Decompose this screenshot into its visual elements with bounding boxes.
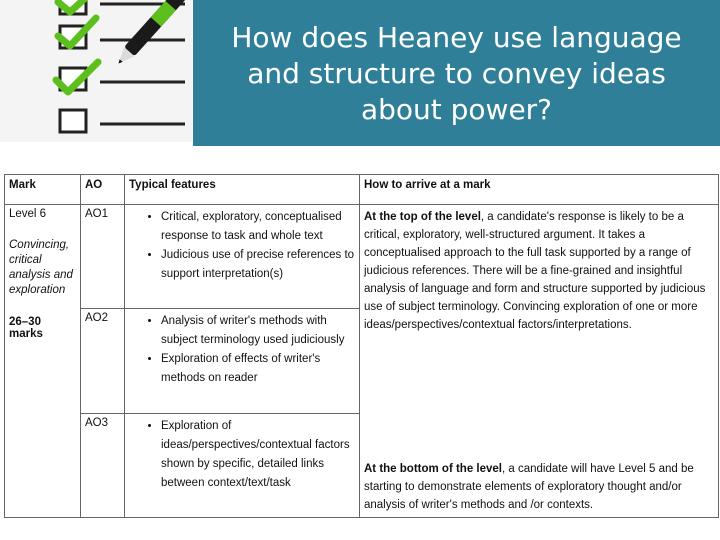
header-mark: Mark [5, 175, 81, 205]
table-header-row [5, 175, 719, 205]
features-cell [125, 205, 360, 309]
page-title: How does Heaney use language and structure to convey ideas about power? [231, 21, 682, 126]
features-cell [125, 309, 360, 413]
bottom-of-level-body: , a candidate will have Level 5 and be starting to demonstrate elements of exploratory thought and/or analysis of writer's methods and /or contexts. [364, 463, 694, 511]
level-description: Convincing, critical analysis and exploration [9, 239, 73, 296]
ao-cell: AO2 [81, 309, 125, 413]
checklist-illustration [0, 0, 192, 142]
level-name: Level 6 [9, 208, 47, 220]
header-how-to-arrive: How to arrive at a mark [360, 175, 719, 205]
checklist-icon [0, 0, 192, 142]
feature-item: • Exploration of effects of writer's methods on reader [161, 350, 355, 388]
feature-item: • Analysis of writer's methods with subject terminology used judiciously [161, 312, 355, 350]
level-cell [5, 205, 81, 518]
top-of-level-lead: At the top of the level [364, 211, 481, 223]
bottom-of-level-lead: At the bottom of the level [364, 463, 502, 475]
header-ao: AO [81, 175, 125, 205]
feature-item: • Judicious use of precise references to support interpretation(s) [161, 246, 355, 284]
ao-cell: AO3 [81, 413, 125, 517]
arrive-cell [360, 205, 719, 518]
ao-cell: AO1 [81, 205, 125, 309]
top-of-level-text [364, 208, 714, 334]
title-banner [193, 0, 720, 146]
level-marks: 26–30 marks [9, 316, 43, 340]
header-typical-features: Typical features [125, 175, 360, 205]
mark-scheme-table [4, 174, 719, 518]
features-cell [125, 413, 360, 517]
top-of-level-body: , a candidate's response is likely to be a critical, exploratory, well-structured argument. It takes a conceptualised approach to the full task supported by a range of judicious references. There will be a fine-grained and insightful analysis of language and form and structure supported by judicious use of subject terminology. Convincing exploration of one or more ideas/perspectives/contextual factors/interpretations. [364, 211, 706, 331]
feature-item: • Exploration of ideas/perspectives/contextual factors shown by specific, detailed links between context/text/task [161, 417, 355, 493]
feature-item: • Critical, exploratory, conceptualised response to task and whole text [161, 208, 355, 246]
table-row [5, 205, 719, 309]
bottom-of-level-text [364, 460, 714, 514]
